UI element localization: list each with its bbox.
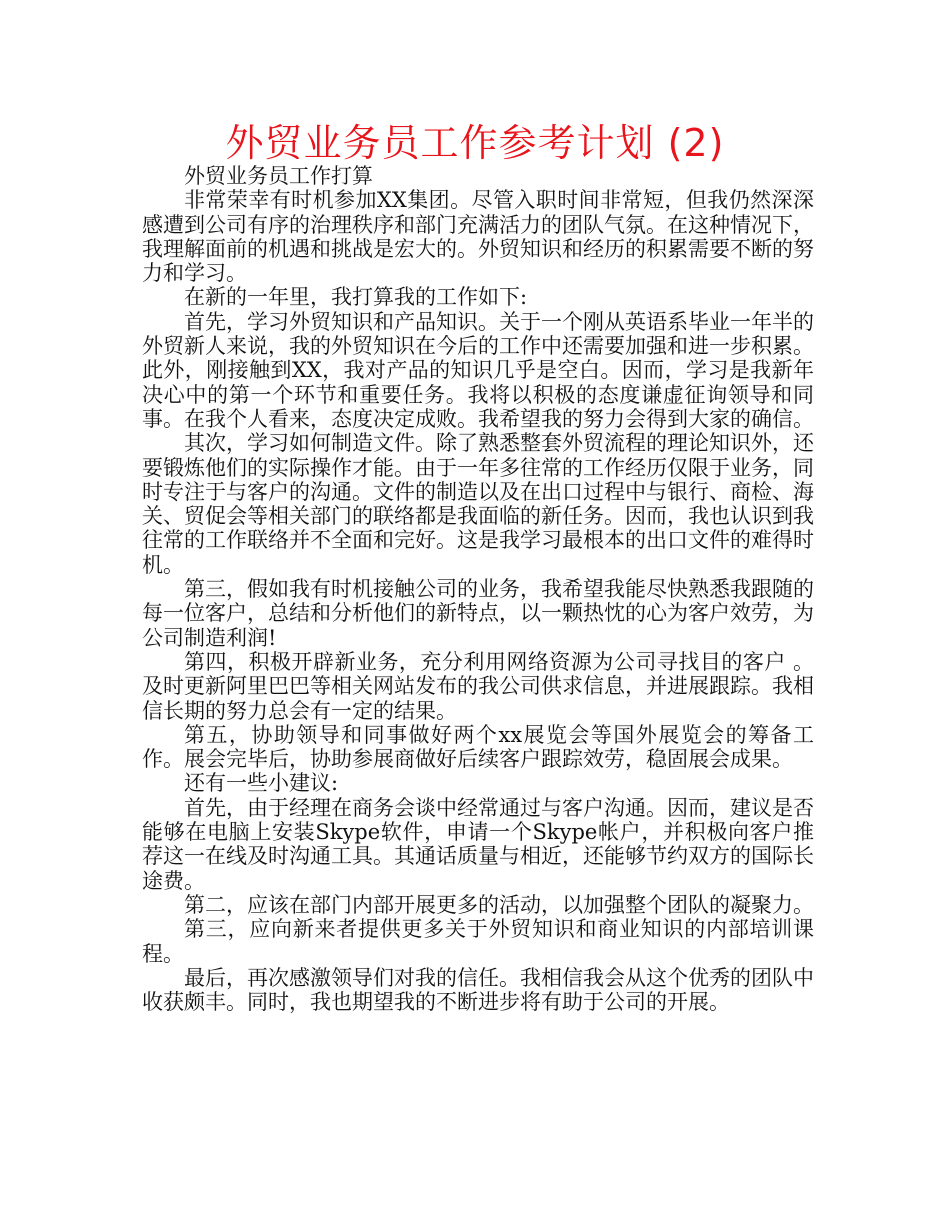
paragraph-suggestions-lead: 还有一些小建议:: [184, 771, 339, 796]
paragraph-fourth: 第四，积极开辟新业务，充分利用网络资源为公司寻找目的客户 。及时更新阿里巴巴等相关网站发布的我公司供求信息，并进展跟踪。我相信长期的努力总会有一定的结果。: [142, 649, 814, 723]
paragraph-fifth: 第五，协助领导和同事做好两个xx展览会等国外展览会的筹备工作。展会完毕后，协助参展商做好后续客户跟踪效劳，稳固展会成果。: [142, 722, 814, 772]
document-title: 外贸业务员工作参考计划 (2): [225, 121, 725, 165]
document-body: [142, 164, 814, 1014]
paragraph-third: 第三，假如我有时机接触公司的业务，我希望我能尽快熟悉我跟随的每一位客户，总结和分析他们的新特点，以一颗热忱的心为客户效劳，为公司制造利润!: [142, 577, 814, 650]
paragraph-suggestion-third: 第三，应向新来者提供更多关于外贸知识和商业知识的内部培训课程。: [142, 917, 814, 966]
paragraph-suggestion-second: 第二，应该在部门内部开展更多的活动，以加强整个团队的凝聚力。: [184, 892, 814, 917]
paragraph-closing: 最后，再次感激领导们对我的信任。我相信我会从这个优秀的团队中收获颇丰。同时，我也期望我的不断进步将有助于公司的开展。: [142, 965, 814, 1015]
paragraph-intro: 非常荣幸有时机参加XX集团。尽管入职时间非常短，但我仍然深深感遭到公司有序的治理秩序和部门充满活力的团队气氛。在这种情况下，我理解面前的机遇和挑战是宏大的。外贸知识和经历的积累需要不断的努力和学习。: [142, 188, 814, 286]
paragraph-second: 其次，学习如何制造文件。除了熟悉整套外贸流程的理论知识外，还要锻炼他们的实际操作才能。由于一年多往常的工作经历仅限于业务，同时专注于与客户的沟通。文件的制造以及在出口过程中与银行、商检、海关、贸促会等相关部门的联络都是我面临的新任务。因而，我也认识到我往常的工作联络并不全面和完好。这是我学习最根本的出口文件的难得时机。: [142, 431, 814, 577]
paragraph-plan-lead: 在新的一年里，我打算我的工作如下:: [184, 285, 528, 310]
paragraph-suggestion-first: 首先，由于经理在商务会谈中经常通过与客户沟通。因而，建议是否能够在电脑上安装Skype软件，申请一个Skype帐户，并积极向客户推荐这一在线及时沟通工具。其通话质量与相近，还能够节约双方的国际长途费。: [142, 795, 814, 893]
paragraph-first: 首先，学习外贸知识和产品知识。关于一个刚从英语系毕业一年半的外贸新人来说，我的外贸知识在今后的工作中还需要加强和进一步积累。此外，刚接触到XX，我对产品的知识几乎是空白。因而，学习是我新年决心中的第一个环节和重要任务。我将以积极的态度谦虚征询领导和同事。在我个人看来，态度决定成败。我希望我的努力会得到大家的确信。: [142, 309, 814, 431]
paragraph-heading: 外贸业务员工作打算: [184, 164, 373, 188]
